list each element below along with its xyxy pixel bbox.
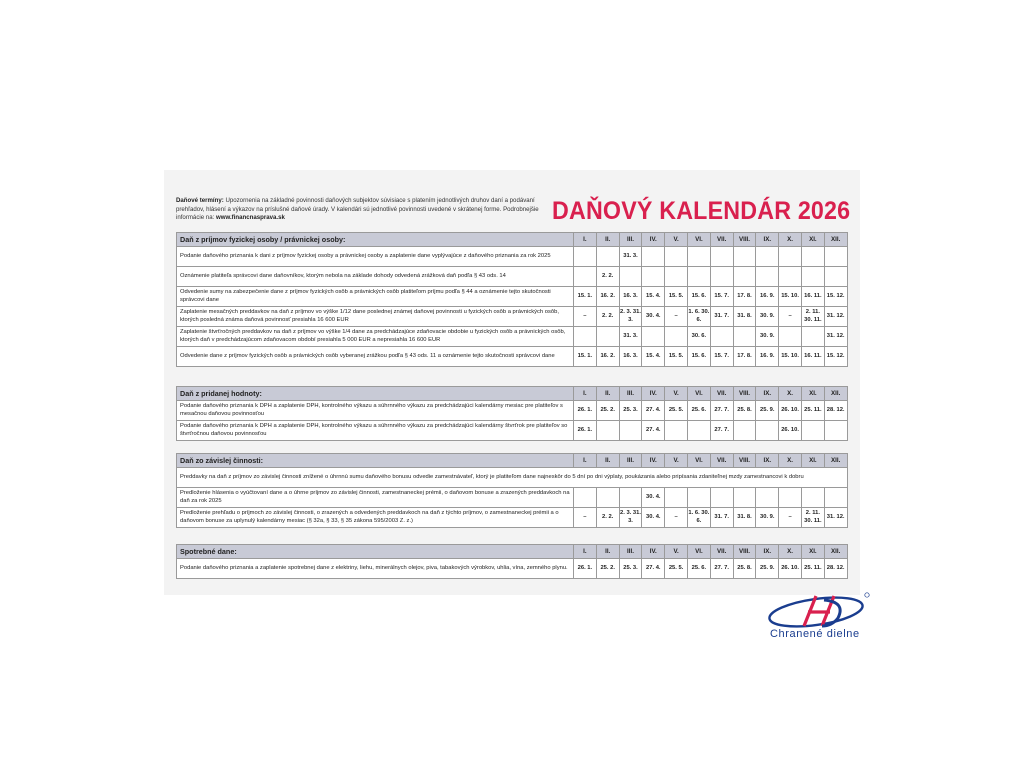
deadline-cell: 2. 11. 30. 11.: [801, 307, 824, 327]
deadline-cell: 16. 3.: [619, 347, 642, 367]
deadline-cell: 30. 6.: [687, 327, 710, 347]
deadline-cell: [687, 247, 710, 267]
deadline-cell: 17. 8.: [733, 347, 756, 367]
obligation-text: Predloženie hlásenia o vyúčtovaní dane a o úhrne príjmov zo závislej činnosti, zamestnaneckej prémii, o daňovom bonuse a zrazených preddavkoch na daň za rok 2025: [177, 488, 574, 508]
intro-text: Upozornenia na základné povinnosti daňových subjektov súvisiace s platením jednotlivých druhov daní a podávaní prehľadov, hlásení a výkazov na príslušné daňové úrady. V kalendári sú jednotlivé povinnosti uvedené v skrátenej forme. Podrobnejšie informácie na:: [176, 197, 539, 222]
deadline-cell: 26. 10.: [779, 401, 802, 421]
deadline-cell: 15. 4.: [642, 347, 665, 367]
month-header: IX.: [756, 233, 779, 247]
deadline-cell: [574, 247, 597, 267]
section-header: [177, 545, 848, 559]
deadline-cell: [824, 247, 847, 267]
deadline-cell: 31. 8.: [733, 508, 756, 528]
deadline-cell: 31. 12.: [824, 508, 847, 528]
deadline-cell: [824, 421, 847, 441]
deadline-cell: [779, 327, 802, 347]
deadline-cell: [733, 488, 756, 508]
month-header: V.: [665, 387, 688, 401]
month-header: IX.: [756, 387, 779, 401]
table-row: [177, 488, 848, 508]
deadline-cell: [756, 421, 779, 441]
obligation-text: Podanie daňového priznania k DPH a zaplatenie DPH, kontrolného výkazu a súhrnného výkazu za predchádzajúci kalendárny štvrťrok pre platiteľov so štvrťročnou daňovou povinnosťou: [177, 421, 574, 441]
section-table: [176, 544, 848, 579]
month-header: XII.: [824, 454, 847, 468]
month-header: VIII.: [733, 387, 756, 401]
deadline-cell: 25. 8.: [733, 559, 756, 579]
deadline-cell: 25. 9.: [756, 401, 779, 421]
deadline-cell: 31. 8.: [733, 307, 756, 327]
deadline-cell: 15. 12.: [824, 347, 847, 367]
deadline-cell: [574, 327, 597, 347]
deadline-cell: [733, 267, 756, 287]
month-header: I.: [574, 545, 597, 559]
deadline-cell: [733, 327, 756, 347]
deadline-cell: [779, 267, 802, 287]
deadline-cell: 25. 11.: [801, 559, 824, 579]
month-header: II.: [596, 545, 619, 559]
table-row: [177, 307, 848, 327]
month-header: VI.: [687, 233, 710, 247]
deadline-cell: 25. 6.: [687, 559, 710, 579]
deadline-cell: 27. 7.: [710, 559, 733, 579]
month-header: VIII.: [733, 454, 756, 468]
obligation-text: Podanie daňového priznania a zaplatenie spotrebnej dane z elektriny, liehu, minerálnych olejov, piva, tabakových výrobkov, uhlia, vína, zemného plynu.: [177, 559, 574, 579]
month-header: XII.: [824, 545, 847, 559]
deadline-cell: [710, 488, 733, 508]
deadline-cell: [779, 247, 802, 267]
deadline-cell: –: [665, 508, 688, 528]
deadline-cell: [574, 488, 597, 508]
month-header: VI.: [687, 545, 710, 559]
obligation-text: Predloženie prehľadu o príjmoch zo závislej činnosti, o zrazených a odvedených preddavkoch na daň z týchto príjmov, o zamestnaneckej prémii a o daňovom bonuse za uplynulý kalendárny mesiac (§ 32a, § 33, § 35 zákona 595/2003 Z. z.): [177, 508, 574, 528]
deadline-cell: 17. 8.: [733, 287, 756, 307]
month-header: V.: [665, 545, 688, 559]
deadline-cell: [642, 327, 665, 347]
section-title: Spotrebné dane:: [177, 545, 574, 559]
deadline-cell: 2. 2.: [596, 307, 619, 327]
month-header: III.: [619, 233, 642, 247]
deadline-cell: [710, 247, 733, 267]
deadline-cell: [756, 488, 779, 508]
deadline-cell: [665, 247, 688, 267]
obligation-text: Preddavky na daň z príjmov zo závislej činnosti znížené o úhrnnú sumu daňového bonusu odvedie zamestnávateľ, ktorý je platiteľom dane najneskôr do 5 dní po dni výplaty, poukázania alebo pripísania zdaniteľnej mzdy zamestnancovi k dobru: [177, 468, 848, 488]
month-header: VI.: [687, 454, 710, 468]
deadline-cell: [619, 488, 642, 508]
deadline-cell: 2. 2.: [596, 508, 619, 528]
month-header: X.: [779, 545, 802, 559]
deadline-cell: 25. 11.: [801, 401, 824, 421]
month-header: IV.: [642, 454, 665, 468]
deadline-cell: 30. 4.: [642, 488, 665, 508]
month-header: IV.: [642, 387, 665, 401]
deadline-cell: 15. 4.: [642, 287, 665, 307]
section-table: [176, 386, 848, 441]
month-header: II.: [596, 454, 619, 468]
deadline-cell: 30. 9.: [756, 508, 779, 528]
deadline-cell: 30. 4.: [642, 508, 665, 528]
obligation-text: Odvedenie dane z príjmov fyzických osôb a právnických osôb vyberanej zrážkou podľa § 43 ods. 11 a oznámenie tejto skutočnosti správcovi dane: [177, 347, 574, 367]
deadline-cell: [665, 488, 688, 508]
deadline-cell: [756, 247, 779, 267]
deadline-cell: [710, 267, 733, 287]
month-header: IV.: [642, 233, 665, 247]
deadline-cell: [574, 267, 597, 287]
intro-link[interactable]: www.financnasprava.sk: [215, 214, 285, 222]
deadline-cell: 27. 7.: [710, 421, 733, 441]
deadline-cell: 25. 3.: [619, 401, 642, 421]
deadline-cell: [665, 421, 688, 441]
deadline-cell: 31. 3.: [619, 247, 642, 267]
deadline-cell: 31. 7.: [710, 508, 733, 528]
deadline-cell: 16. 9.: [756, 287, 779, 307]
table-row: [177, 468, 848, 488]
deadline-cell: 31. 7.: [710, 307, 733, 327]
section-header: [177, 387, 848, 401]
table-row: [177, 247, 848, 267]
deadline-cell: [596, 247, 619, 267]
deadline-cell: 15. 12.: [824, 287, 847, 307]
page-title: DAŇOVÝ KALENDÁR 2026: [552, 197, 851, 225]
deadline-cell: [596, 421, 619, 441]
hd-logo-icon: [764, 590, 874, 650]
deadline-cell: 31. 12.: [824, 327, 847, 347]
deadline-cell: –: [574, 508, 597, 528]
deadline-cell: 16. 11.: [801, 347, 824, 367]
deadline-cell: 26. 1.: [574, 421, 597, 441]
deadline-cell: [619, 267, 642, 287]
obligation-text: Zaplatenie štvrťročných preddavkov na daň z príjmov vo výške 1/4 dane za predchádzajúce zdaňovacie obdobie u fyzických osôb a právnických osôb, ktorých daň v predchádzajúcom zdaňovacom období presiahla 5 000 EUR a nepresiahla 16 600 EUR: [177, 327, 574, 347]
deadline-cell: 2. 11. 30. 11.: [801, 508, 824, 528]
month-header: VIII.: [733, 545, 756, 559]
deadline-cell: [596, 327, 619, 347]
deadline-cell: 15. 6.: [687, 287, 710, 307]
deadline-cell: 16. 2.: [596, 347, 619, 367]
deadline-cell: 27. 4.: [642, 559, 665, 579]
table-row: [177, 559, 848, 579]
month-header: III.: [619, 387, 642, 401]
month-header: VII.: [710, 454, 733, 468]
deadline-cell: 25. 6.: [687, 401, 710, 421]
deadline-cell: 15. 1.: [574, 347, 597, 367]
section-title: Daň zo závislej činnosti:: [177, 454, 574, 468]
month-header: IX.: [756, 545, 779, 559]
obligation-text: Podanie daňového priznania k DPH a zaplatenie DPH, kontrolného výkazu a súhrnného výkazu za predchádzajúci kalendárny mesiac pre platiteľov s mesačnou daňovou povinnosťou: [177, 401, 574, 421]
month-header: V.: [665, 233, 688, 247]
deadline-cell: –: [665, 307, 688, 327]
deadline-cell: –: [574, 307, 597, 327]
month-header: I.: [574, 454, 597, 468]
month-header: V.: [665, 454, 688, 468]
month-header: XI.: [801, 545, 824, 559]
obligation-text: Podanie daňového priznania k dani z príjmov fyzickej osoby a právnickej osoby a zaplatenie dane vyplývajúce z daňového priznania za rok 2025: [177, 247, 574, 267]
month-header: VII.: [710, 233, 733, 247]
deadline-cell: 27. 4.: [642, 401, 665, 421]
deadline-cell: 25. 5.: [665, 559, 688, 579]
month-header: VII.: [710, 545, 733, 559]
deadline-cell: 27. 4.: [642, 421, 665, 441]
month-header: III.: [619, 454, 642, 468]
deadline-cell: [733, 421, 756, 441]
deadline-cell: 2. 2.: [596, 267, 619, 287]
deadline-cell: 26. 1.: [574, 401, 597, 421]
deadline-cell: 30. 9.: [756, 327, 779, 347]
month-header: XI.: [801, 233, 824, 247]
deadline-cell: 2. 3. 31. 3.: [619, 307, 642, 327]
table-row: [177, 347, 848, 367]
month-header: IX.: [756, 454, 779, 468]
deadline-cell: [687, 488, 710, 508]
deadline-cell: [801, 247, 824, 267]
table-row: [177, 508, 848, 528]
obligation-text: Oznámenie platiteľa správcovi dane daňovníkov, ktorým nebola na základe dohody odvedená zrážková daň podľa § 43 ods. 14: [177, 267, 574, 287]
deadline-cell: [596, 488, 619, 508]
deadline-cell: 16. 11.: [801, 287, 824, 307]
deadline-cell: 16. 3.: [619, 287, 642, 307]
month-header: XI.: [801, 454, 824, 468]
deadline-cell: –: [779, 508, 802, 528]
deadline-cell: [733, 247, 756, 267]
table-row: [177, 401, 848, 421]
deadline-cell: [665, 327, 688, 347]
obligation-text: Zaplatenie mesačných preddavkov na daň z príjmov vo výške 1/12 dane poslednej známej daňovej povinnosti u fyzických osôb a právnických osôb, ktorých posledná známa daňová povinnosť presiahla 16 600 EUR: [177, 307, 574, 327]
deadline-cell: 26. 10.: [779, 421, 802, 441]
deadline-cell: [642, 247, 665, 267]
deadline-cell: [801, 327, 824, 347]
deadline-cell: [710, 327, 733, 347]
deadline-cell: 26. 10.: [779, 559, 802, 579]
month-header: VII.: [710, 387, 733, 401]
deadline-cell: [619, 421, 642, 441]
deadline-cell: [687, 267, 710, 287]
section-title: Daň z pridanej hodnoty:: [177, 387, 574, 401]
month-header: XI.: [801, 387, 824, 401]
deadline-cell: [801, 421, 824, 441]
deadline-cell: –: [779, 307, 802, 327]
deadline-cell: 25. 2.: [596, 401, 619, 421]
deadline-cell: [642, 267, 665, 287]
deadline-cell: 15. 6.: [687, 347, 710, 367]
deadline-cell: 15. 1.: [574, 287, 597, 307]
deadline-cell: 15. 5.: [665, 287, 688, 307]
deadline-cell: 30. 4.: [642, 307, 665, 327]
month-header: X.: [779, 387, 802, 401]
table-row: [177, 421, 848, 441]
section-header: [177, 454, 848, 468]
deadline-cell: 25. 3.: [619, 559, 642, 579]
deadline-cell: [824, 488, 847, 508]
deadline-cell: 25. 9.: [756, 559, 779, 579]
deadline-cell: 15. 7.: [710, 347, 733, 367]
deadline-cell: 28. 12.: [824, 559, 847, 579]
deadline-cell: [756, 267, 779, 287]
deadline-cell: [687, 421, 710, 441]
intro-note: [176, 197, 546, 223]
section-table: [176, 453, 848, 528]
deadline-cell: 28. 12.: [824, 401, 847, 421]
deadline-cell: 26. 1.: [574, 559, 597, 579]
deadline-cell: 15. 10.: [779, 347, 802, 367]
section-table: [176, 232, 848, 367]
deadline-cell: 2. 3. 31. 3.: [619, 508, 642, 528]
section-title: Daň z príjmov fyzickej osoby / právnickej osoby:: [177, 233, 574, 247]
table-row: [177, 287, 848, 307]
deadline-cell: [824, 267, 847, 287]
month-header: IV.: [642, 545, 665, 559]
deadline-cell: [801, 488, 824, 508]
deadline-cell: 15. 5.: [665, 347, 688, 367]
section-header: [177, 233, 848, 247]
table-row: [177, 267, 848, 287]
month-header: XII.: [824, 387, 847, 401]
month-header: X.: [779, 454, 802, 468]
month-header: X.: [779, 233, 802, 247]
deadline-cell: 31. 12.: [824, 307, 847, 327]
deadline-cell: [665, 267, 688, 287]
deadline-cell: 27. 7.: [710, 401, 733, 421]
table-row: [177, 327, 848, 347]
obligation-text: Odvedenie sumy na zabezpečenie dane z príjmov fyzických osôb a právnických osôb platiteľom príjmu podľa § 44 a oznámenie tejto skutočnosti správcovi dane: [177, 287, 574, 307]
month-header: XII.: [824, 233, 847, 247]
deadline-cell: 25. 8.: [733, 401, 756, 421]
month-header: II.: [596, 387, 619, 401]
deadline-cell: 25. 5.: [665, 401, 688, 421]
logo-text: Chranené dielne: [770, 628, 860, 640]
month-header: II.: [596, 233, 619, 247]
deadline-cell: 1. 6. 30. 6.: [687, 307, 710, 327]
deadline-cell: 16. 2.: [596, 287, 619, 307]
deadline-cell: [801, 267, 824, 287]
deadline-cell: 31. 3.: [619, 327, 642, 347]
month-header: VI.: [687, 387, 710, 401]
deadline-cell: 30. 9.: [756, 307, 779, 327]
month-header: I.: [574, 233, 597, 247]
deadline-cell: [779, 488, 802, 508]
month-header: III.: [619, 545, 642, 559]
intro-label: Daňové termíny:: [176, 197, 224, 204]
deadline-cell: 25. 2.: [596, 559, 619, 579]
deadline-cell: 1. 6. 30. 6.: [687, 508, 710, 528]
month-header: VIII.: [733, 233, 756, 247]
deadline-cell: 15. 10.: [779, 287, 802, 307]
month-header: I.: [574, 387, 597, 401]
deadline-cell: 15. 7.: [710, 287, 733, 307]
deadline-cell: 16. 9.: [756, 347, 779, 367]
